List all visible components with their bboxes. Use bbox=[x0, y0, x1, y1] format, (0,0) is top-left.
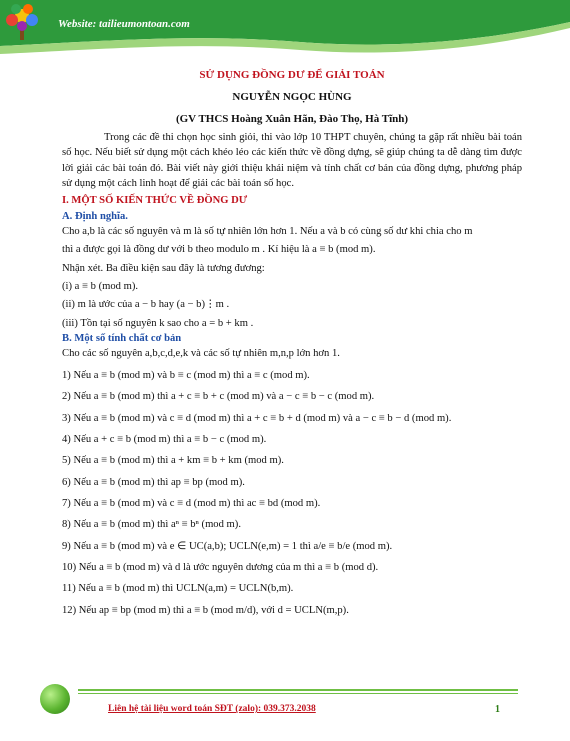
page-header bbox=[0, 0, 570, 58]
property-11: 11) Nếu a ≡ b (mod m) thì UCLN(a,m) = UCLN(b,m). bbox=[62, 583, 294, 595]
definition-line-2: thì a được gọi là đồng dư với b theo modulo m . Kí hiệu là a ≡ b (mod m). bbox=[62, 244, 376, 256]
definition-line-1: Cho a,b là các số nguyên và m là số tự nhiên lớn hơn 1. Nếu a và b có cùng số dư khi chia cho m bbox=[62, 225, 473, 237]
page-number: 1 bbox=[495, 704, 500, 715]
property-7: 7) Nếu a ≡ b (mod m) và c ≡ d (mod m) thì ac ≡ bd (mod m). bbox=[62, 498, 321, 509]
subsection-definition: A. Định nghĩa. bbox=[62, 210, 128, 222]
condition-1: (i) a ≡ b (mod m). bbox=[62, 281, 138, 293]
doc-affiliation: (GV THCS Hoàng Xuân Hãn, Đào Thọ, Hà Tĩnh) bbox=[175, 112, 409, 125]
intro-paragraph: Trong các đề thi chọn học sinh giỏi, thi vào lớp 10 THPT chuyên, chúng ta gặp rất nhiều bài toán số học. Nếu biết sử dụng một cách khéo léo các kiến thức về đồng dựng, sẽ giúp chúng ta dễ dàng tìm được lời giải các bài toán đó. Bài viết này giới thiệu khái niệm và tính chất cơ bản của đồng dựng, phương pháp sử dụng một cách linh hoạt để giải các bài toán số học. bbox=[62, 131, 522, 189]
green-ball-icon bbox=[40, 684, 70, 714]
contact-link[interactable]: Liên hệ tài liệu word toán SĐT (zalo): 039.373.2038 bbox=[108, 704, 316, 714]
property-3: 3) Nếu a ≡ b (mod m) và c ≡ d (mod m) thì a + c ≡ b + d (mod m) và a − c ≡ b − d (mod m). bbox=[62, 412, 452, 424]
property-5: 5) Nếu a ≡ b (mod m) thì a + km ≡ b + km (mod m). bbox=[62, 455, 284, 467]
tree-logo-icon bbox=[0, 0, 44, 44]
property-8: 8) Nếu a ≡ b (mod m) thì aⁿ ≡ bⁿ (mod m). bbox=[62, 519, 241, 531]
page-footer bbox=[0, 680, 570, 741]
property-6: 6) Nếu a ≡ b (mod m) thì ap ≡ bp (mod m). bbox=[62, 476, 245, 488]
property-9: 9) Nếu a ≡ b (mod m) và e ∈ UC(a,b); UCLN(e,m) = 1 thì a/e ≡ b/e (mod m). bbox=[62, 540, 393, 552]
given-line: Cho các số nguyên a,b,c,d,e,k và các số tự nhiên m,n,p lớn hơn 1. bbox=[62, 348, 340, 360]
property-2: 2) Nếu a ≡ b (mod m) thì a + c ≡ b + c (mod m) và a − c ≡ b − c (mod m). bbox=[62, 391, 375, 403]
doc-author: NGUYỄN NGỌC HÙNG bbox=[232, 90, 352, 103]
footer-divider bbox=[78, 689, 518, 691]
section-heading-1: I. MỘT SỐ KIẾN THỨC VỀ ĐỒNG DƯ bbox=[62, 195, 248, 207]
doc-title: SỬ DỤNG ĐỒNG DƯ ĐỂ GIẢI TOÁN bbox=[199, 69, 385, 81]
property-1: 1) Nếu a ≡ b (mod m) và b ≡ c (mod m) thì a ≡ c (mod m). bbox=[62, 369, 310, 381]
property-12: 12) Nếu ap ≡ bp (mod m) thì a ≡ b (mod m/d), với d = UCLN(m,p). bbox=[62, 604, 349, 616]
property-4: 4) Nếu a + c ≡ b (mod m) thì a ≡ b − c (mod m). bbox=[62, 433, 267, 445]
condition-2: (ii) m là ước của a − b hay (a − b)⋮m . bbox=[62, 299, 230, 311]
website-label: Website: tailieumontoan.com bbox=[58, 18, 190, 30]
document-body bbox=[62, 68, 522, 618]
condition-3: (iii) Tồn tại số nguyên k sao cho a = b + km . bbox=[62, 317, 254, 329]
remark-line: Nhận xét. Ba điều kiện sau đây là tương đương: bbox=[62, 262, 265, 274]
footer-divider-thin bbox=[78, 693, 518, 694]
subsection-properties: B. Một số tính chất cơ bản bbox=[62, 333, 182, 345]
property-10: 10) Nếu a ≡ b (mod m) và d là ước nguyên dương của m thì a ≡ b (mod d). bbox=[62, 562, 379, 574]
